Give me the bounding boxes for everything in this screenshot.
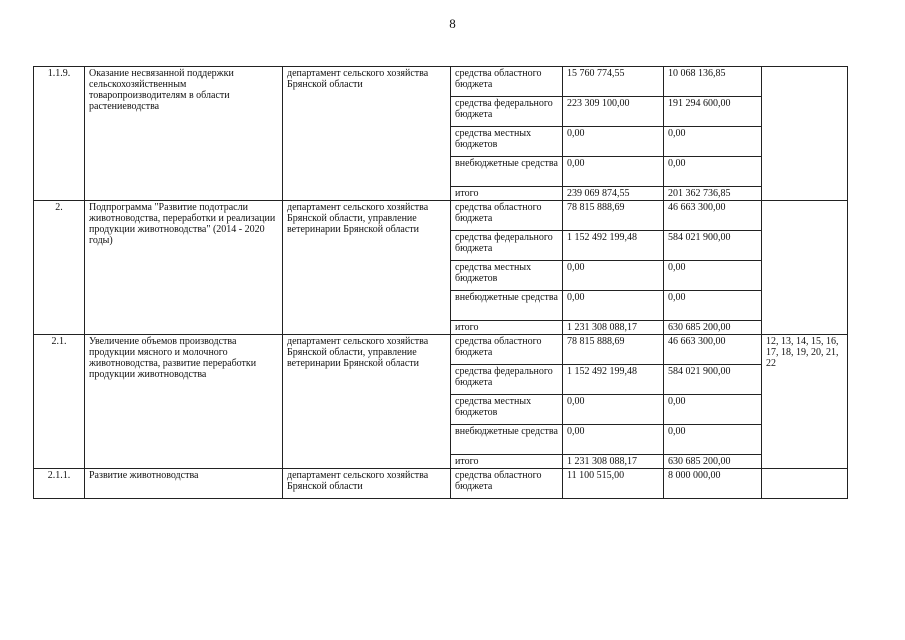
- funding-source-cell: средства местных бюджетов: [451, 127, 563, 157]
- amount-cell-2: 0,00: [664, 291, 762, 321]
- table-row: [34, 201, 848, 231]
- item-number-cell: 2.1.: [34, 335, 85, 469]
- item-number-cell: 1.1.9.: [34, 67, 85, 201]
- amount-cell-1: 78 815 888,69: [563, 201, 664, 231]
- amount-cell-1: 1 152 492 199,48: [563, 365, 664, 395]
- funding-source-cell: средства областного бюджета: [451, 201, 563, 231]
- indicators-cell: [762, 67, 848, 201]
- amount-cell-2: 46 663 300,00: [664, 201, 762, 231]
- page-number: 8: [449, 16, 456, 31]
- amount-cell-1: 0,00: [563, 127, 664, 157]
- amount-cell-1: 0,00: [563, 261, 664, 291]
- amount-cell-1: 0,00: [563, 157, 664, 187]
- amount-cell-2: 10 068 136,85: [664, 67, 762, 97]
- amount-cell-1: 11 100 515,00: [563, 469, 664, 499]
- amount-cell-1: 0,00: [563, 425, 664, 455]
- executor-cell: департамент сельского хозяйства Брянской области: [283, 469, 451, 499]
- table-row: [34, 67, 848, 97]
- funding-source-cell: итого: [451, 187, 563, 201]
- amount-cell-2: 8 000 000,00: [664, 469, 762, 499]
- executor-cell: департамент сельского хозяйства Брянской области, управление ветеринарии Брянской области: [283, 201, 451, 335]
- funding-source-cell: итого: [451, 321, 563, 335]
- item-name-cell: Оказание несвязанной поддержки сельскохозяйственным товаропроизводителям в области растениеводства: [85, 67, 283, 201]
- amount-cell-2: 630 685 200,00: [664, 455, 762, 469]
- amount-cell-2: 191 294 600,00: [664, 97, 762, 127]
- funding-source-cell: внебюджетные средства: [451, 291, 563, 321]
- amount-cell-2: 0,00: [664, 395, 762, 425]
- item-name-cell: Подпрограмма "Развитие подотрасли животноводства, переработки и реализации продукции животноводства" (2014 - 2020 годы): [85, 201, 283, 335]
- indicators-cell: [762, 201, 848, 335]
- amount-cell-2: 584 021 900,00: [664, 365, 762, 395]
- amount-cell-1: 239 069 874,55: [563, 187, 664, 201]
- amount-cell-1: 0,00: [563, 291, 664, 321]
- amount-cell-1: 1 152 492 199,48: [563, 231, 664, 261]
- funding-source-cell: средства областного бюджета: [451, 67, 563, 97]
- amount-cell-2: 0,00: [664, 261, 762, 291]
- funding-source-cell: средства федерального бюджета: [451, 231, 563, 261]
- funding-source-cell: средства областного бюджета: [451, 335, 563, 365]
- table-row: [34, 469, 848, 499]
- item-name-cell: Развитие животноводства: [85, 469, 283, 499]
- amount-cell-1: 0,00: [563, 395, 664, 425]
- amount-cell-2: 46 663 300,00: [664, 335, 762, 365]
- item-number-cell: 2.1.1.: [34, 469, 85, 499]
- item-number-cell: 2.: [34, 201, 85, 335]
- amount-cell-1: 15 760 774,55: [563, 67, 664, 97]
- funding-source-cell: средства областного бюджета: [451, 469, 563, 499]
- table-body: [34, 67, 848, 499]
- funding-source-cell: средства федерального бюджета: [451, 97, 563, 127]
- funding-source-cell: средства местных бюджетов: [451, 261, 563, 291]
- funding-source-cell: средства федерального бюджета: [451, 365, 563, 395]
- funding-source-cell: внебюджетные средства: [451, 157, 563, 187]
- amount-cell-1: 1 231 308 088,17: [563, 321, 664, 335]
- amount-cell-2: 201 362 736,85: [664, 187, 762, 201]
- amount-cell-2: 0,00: [664, 157, 762, 187]
- indicators-cell: 12, 13, 14, 15, 16, 17, 18, 19, 20, 21, 22: [762, 335, 848, 469]
- amount-cell-2: 0,00: [664, 425, 762, 455]
- funding-source-cell: средства местных бюджетов: [451, 395, 563, 425]
- table-row: [34, 335, 848, 365]
- indicators-cell: [762, 469, 848, 499]
- amount-cell-1: 1 231 308 088,17: [563, 455, 664, 469]
- amount-cell-1: 223 309 100,00: [563, 97, 664, 127]
- executor-cell: департамент сельского хозяйства Брянской области, управление ветеринарии Брянской области: [283, 335, 451, 469]
- amount-cell-1: 78 815 888,69: [563, 335, 664, 365]
- funding-source-cell: итого: [451, 455, 563, 469]
- item-name-cell: Увеличение объемов производства продукции мясного и молочного животноводства, развитие переработки продукции животноводства: [85, 335, 283, 469]
- amount-cell-2: 630 685 200,00: [664, 321, 762, 335]
- budget-table: [33, 66, 848, 499]
- funding-source-cell: внебюджетные средства: [451, 425, 563, 455]
- executor-cell: департамент сельского хозяйства Брянской области: [283, 67, 451, 201]
- amount-cell-2: 0,00: [664, 127, 762, 157]
- amount-cell-2: 584 021 900,00: [664, 231, 762, 261]
